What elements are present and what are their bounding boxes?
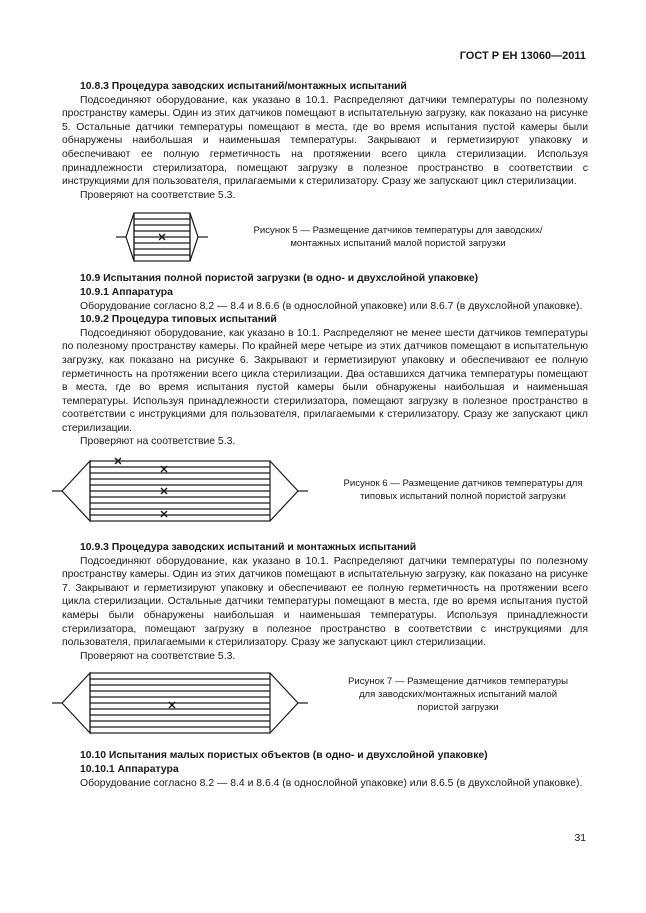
section-10-8-3-paragraph: Подсоединяют оборудование, как указано в 10.1. Распределяют датчики температуры по полезному пространству камеры. Один из этих датчиков помещают в испытательную загрузку, как показано на рисунке 5. Остальные датчики температуры помещают в места, где во время испытания пустой камеры были обнаружены наибольшая и наименьшая температуры. Закрывают и герметизируют упаковку и обеспечивают ее полную герметичность на протяжении всего цикла стерилизации. Используя принадлежности стерилизатора, помещают загрузку в полезное пространство в соответствии с инструкциями для пользователя, прилагаемыми к стерилизатору. Сразу же запускают цикл стерилизации. [62,94,588,188]
section-10-9-3-title: 10.9.3 Процедура заводских испытаний и монтажных испытаний [80,542,417,554]
figure-5 [62,202,588,272]
figure-5-caption: Рисунок 5 — Размещение датчиков температуры для заводских/монтажных испытаний малой пористой загрузки [253,225,543,250]
section-10-9-3-paragraph: Подсоединяют оборудование, как указано в 10.1. Распределяют датчики температуры по полезному пространству камеры. Один из этих датчиков помещают в испытательную загрузку, как показано на рисунке 7. Закрывают и герметизируют упаковку и обеспечивают ее полную герметичность на протяжении всего цикла стерилизации. Остальные датчики температуры помещают в места, где во время испытания пустой камеры были обнаружены наибольшая и наименьшая температуры. Используя принадлежности стерилизатора, помещают загрузку в полезное пространство в соответствии с инструкциями для пользователя, прилагаемыми к стерилизатору. Сразу же запускают цикл стерилизации. [62,555,588,649]
figure-6 [62,449,588,541]
page-content [62,80,588,790]
figure-7-drawing [52,667,312,739]
figure-5-drawing [116,205,216,269]
figure-6-caption: Рисунок 6 — Размещение датчиков температуры для типовых испытаний полной пористой загрузки [343,478,583,503]
figure-6-drawing [52,455,312,527]
section-10-10-1-text: Оборудование согласно 8.2 — 8.4 и 8.6.4 (в однослойной упаковке) или 8.6.5 (в двухслойной упаковке). [80,777,583,789]
figure-7 [62,663,588,749]
section-10-9-1-title: 10.9.1 Аппаратура [80,286,173,298]
section-10-8-3-check: Проверяют на соответствие 5.3. [80,189,236,201]
page-number: 31 [574,833,586,844]
section-10-10-title: 10.10 Испытания малых пористых объектов (в одно- и двухслойной упаковке) [80,750,488,762]
section-10-9-title: 10.9 Испытания полной пористой загрузки (в одно- и двухслойной упаковке) [80,273,479,285]
section-10-9-2-title: 10.9.2 Процедура типовых испытаний [80,314,277,326]
section-10-10-1-title: 10.10.1 Аппаратура [80,764,179,775]
section-10-8-3-title: 10.8.3 Процедура заводских испытаний/монтажных испытаний [80,81,407,92]
section-10-9-1-text: Оборудование согласно 8.2 — 8.4 и 8.6.6 (в однослойной упаковке) или 8.6.7 (в двухслойной упаковке). [80,300,583,312]
document-header: ГОСТ Р ЕН 13060—2011 [459,50,586,62]
section-10-9-2-paragraph: Подсоединяют оборудование, как указано в 10.1. Распределяют не менее шести датчиков температуры по полезному пространству камеры. По крайней мере четыре из этих датчиков помещают в испытательную загрузку, как показано на рисунке 6. Закрывают и герметизируют упаковку и обеспечивают ее полную герметичность на протяжении всего цикла стерилизации. Два оставшихся датчика температуры помещают в места, где во время испытания пустой камеры были обнаружены наибольшая и наименьшая температуры. Используя принадлежности стерилизатора, помещают загрузку в полезное пространство в соответствии с инструкциями для пользователя, прилагаемыми к стерилизатору. Сразу же запускают цикл стерилизации. [62,327,588,434]
section-10-9-3-check: Проверяют на соответствие 5.3. [80,650,236,662]
figure-7-caption: Рисунок 7 — Размещение датчиков температуры для заводских/монтажных испытаний малой пористой загрузки [347,676,569,714]
section-10-9-2-check: Проверяют на соответствие 5.3. [80,436,236,448]
